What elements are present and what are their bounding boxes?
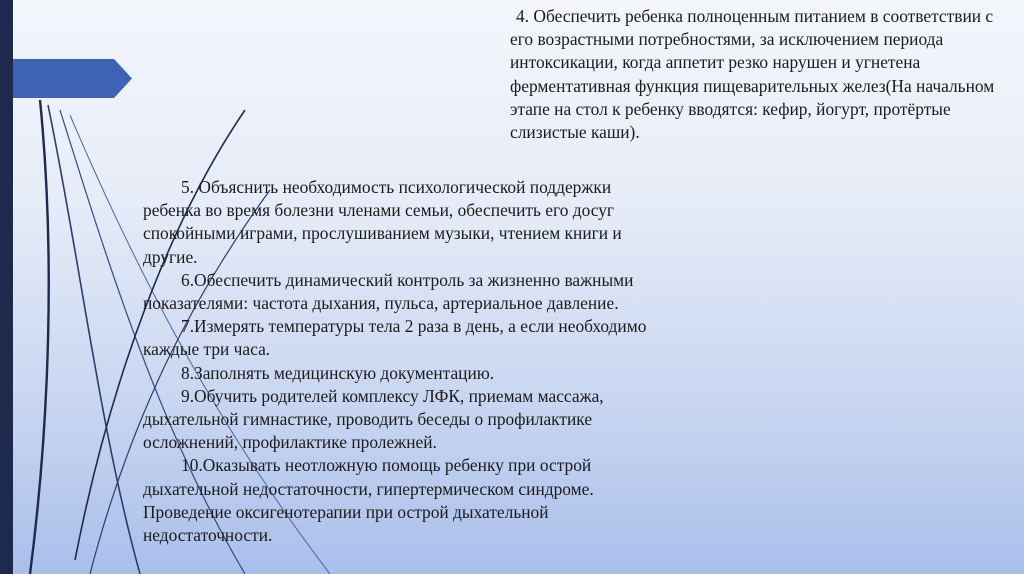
main-text-block xyxy=(143,176,655,547)
paragraph-item-6: 6.Обеспечить динамический контроль за жизненно важными показателями: частота дыхания, пульса, артериальное давление. xyxy=(143,269,634,314)
paragraph-item-9: 9.Обучить родителей комплексу ЛФК, приемам массажа, дыхательной гимнастике, проводить беседы о профилактике осложнений, профилактике пролежней. xyxy=(143,385,604,453)
paragraph-item-4: 4. Обеспечить ребенка полноценным питанием в соответствии с его возрастными потребностями, за исключением периода интоксикации, когда аппетит резко нарушен и угнетена ферментативная функция пищеварительных желез(На начальном этапе на стол к ребенку вводятся: кефир, йогурт, протёртые слизистые каши). xyxy=(510,6,995,143)
arrow-decoration xyxy=(0,59,132,98)
paragraph-item-5: 5. Объяснить необходимость психологической поддержки ребенка во время болезни членами семьи, обеспечить его досуг спокойными играми, прослушиванием музыки, чтением книги и другие. xyxy=(143,177,622,267)
top-text-block xyxy=(510,5,1000,144)
paragraph-item-7: 7.Измерять температуры тела 2 раза в день, а если необходимо каждые три часа. xyxy=(143,316,647,360)
arrow-decoration-base xyxy=(0,59,13,98)
paragraph-item-8: 8.Заполнять медицинскую документацию. xyxy=(181,362,495,383)
paragraph-item-10: 10.Оказывать неотложную помощь ребенку при острой дыхательной недостаточности, гипертермическом синдроме. Проведение оксигенотерапии при острой дыхательной недостаточности. xyxy=(143,455,594,546)
